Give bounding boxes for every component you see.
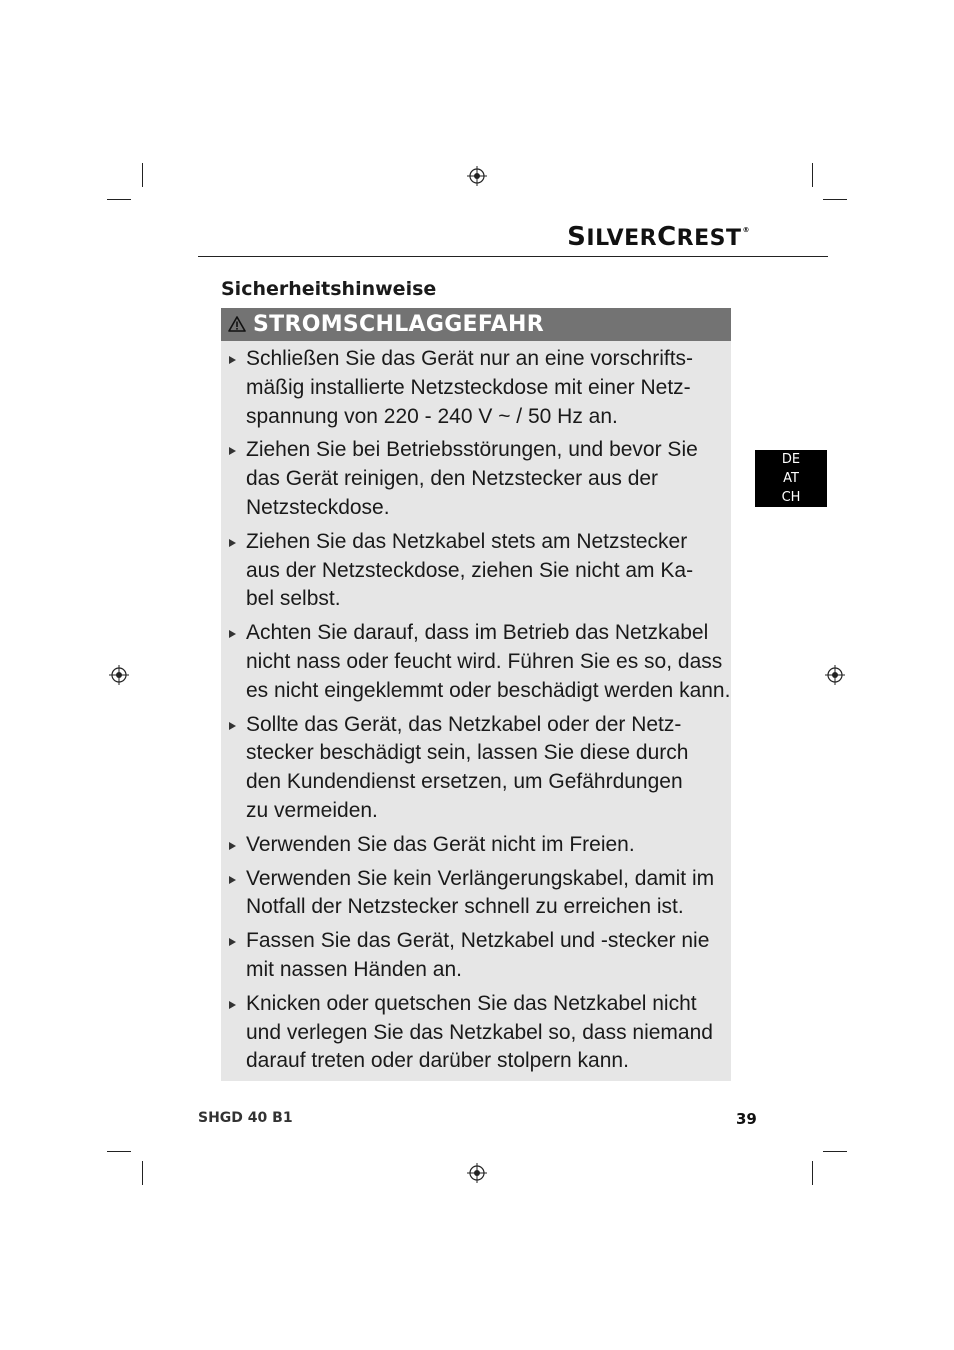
list-item-line: Netzsteckdose. <box>246 495 390 519</box>
language-code: DE <box>781 452 801 467</box>
list-item-line: stecker beschädigt sein, lassen Sie diese durch <box>246 741 689 765</box>
registration-mark-icon <box>109 665 129 685</box>
list-item-line: den Kundendienst ersetzen, um Gefährdungen <box>246 770 683 794</box>
bullet-arrow-icon <box>229 539 236 547</box>
list-item-line: spannung von 220 - 240 V ~ / 50 Hz an. <box>246 404 618 428</box>
language-tab <box>755 450 827 507</box>
crop-mark <box>142 1161 143 1185</box>
crop-mark <box>812 163 813 187</box>
bullet-arrow-icon <box>229 447 236 455</box>
list-item <box>221 619 731 705</box>
bullet-arrow-icon <box>229 842 236 850</box>
list-item-line: mit nassen Händen an. <box>246 957 462 981</box>
brand-text: REST <box>676 226 742 251</box>
list-item <box>221 436 731 522</box>
list-item-line: und verlegen Sie das Netzkabel so, dass niemand <box>246 1020 713 1044</box>
list-item-line: Schließen Sie das Gerät nur an eine vorschrifts- <box>246 347 694 370</box>
list-item-line: darauf treten oder darüber stolpern kann. <box>246 1049 629 1073</box>
list-item-line: Sollte das Gerät, das Netzkabel oder der Netz- <box>246 712 682 736</box>
registration-mark-icon <box>467 166 487 186</box>
brand-text: ILVER <box>586 226 658 251</box>
warning-list <box>221 345 731 1081</box>
list-item-line: es nicht eingeklemmt oder beschädigt werden kann. <box>246 678 731 702</box>
list-item <box>221 865 731 923</box>
registration-mark-icon <box>825 665 845 685</box>
warning-title: STROMSCHLAGGEFAHR <box>253 312 544 337</box>
crop-mark <box>823 199 847 200</box>
list-item-line: aus der Netzsteckdose, ziehen Sie nicht am Ka- <box>246 558 694 582</box>
list-item <box>221 711 731 826</box>
bullet-arrow-icon <box>229 938 236 946</box>
list-item-line: Achten Sie darauf, dass im Betrieb das Netzkabel <box>246 621 709 645</box>
crop-mark <box>823 1151 847 1152</box>
list-item-line: Notfall der Netzstecker schnell zu erreichen ist. <box>246 895 684 919</box>
list-item-line: bel selbst. <box>246 587 341 611</box>
language-code: AT <box>783 471 799 486</box>
header-rule <box>198 256 828 257</box>
list-item <box>221 528 731 614</box>
registered-mark: ® <box>742 226 750 234</box>
list-item-line: Ziehen Sie bei Betriebsstörungen, und bevor Sie <box>246 438 698 462</box>
crop-mark <box>812 1161 813 1185</box>
list-item-line: Fassen Sie das Gerät, Netzkabel und -stecker nie <box>246 929 710 953</box>
bullet-arrow-icon <box>229 630 236 638</box>
list-item-line: Ziehen Sie das Netzkabel stets am Netzstecker <box>246 529 688 553</box>
warning-box <box>221 308 731 1081</box>
brand-initial: S <box>567 222 587 252</box>
bullet-arrow-icon <box>229 356 236 364</box>
language-code: CH <box>781 490 801 505</box>
bullet-arrow-icon <box>229 1001 236 1009</box>
list-item-line: Verwenden Sie kein Verlängerungskabel, damit im <box>246 866 715 890</box>
list-item <box>221 831 731 860</box>
list-item-line: zu vermeiden. <box>246 798 378 822</box>
crop-mark <box>142 163 143 187</box>
list-item-line: nicht nass oder feucht wird. Führen Sie es so, dass <box>246 649 723 673</box>
list-item-line: das Gerät reinigen, den Netzstecker aus der <box>246 467 659 491</box>
crop-mark <box>107 199 131 200</box>
brand-initial: C <box>657 222 677 252</box>
registration-mark-icon <box>467 1163 487 1183</box>
brand-logo <box>567 222 750 252</box>
crop-mark <box>107 1151 131 1152</box>
section-title: Sicherheitshinweise <box>221 278 437 300</box>
list-item-line: mäßig installierte Netzsteckdose mit einer Netz- <box>246 375 691 399</box>
model-number: SHGD 40 B1 <box>198 1110 293 1126</box>
page-number: 39 <box>736 1110 757 1128</box>
bullet-arrow-icon <box>229 876 236 884</box>
list-item-line: Verwenden Sie das Gerät nicht im Freien. <box>246 832 635 856</box>
list-item <box>221 927 731 985</box>
warning-header <box>221 308 731 341</box>
warning-triangle-icon <box>228 315 246 333</box>
list-item-line: Knicken oder quetschen Sie das Netzkabel nicht <box>246 991 697 1015</box>
bullet-arrow-icon <box>229 722 236 730</box>
list-item <box>221 345 731 431</box>
list-item <box>221 990 731 1076</box>
